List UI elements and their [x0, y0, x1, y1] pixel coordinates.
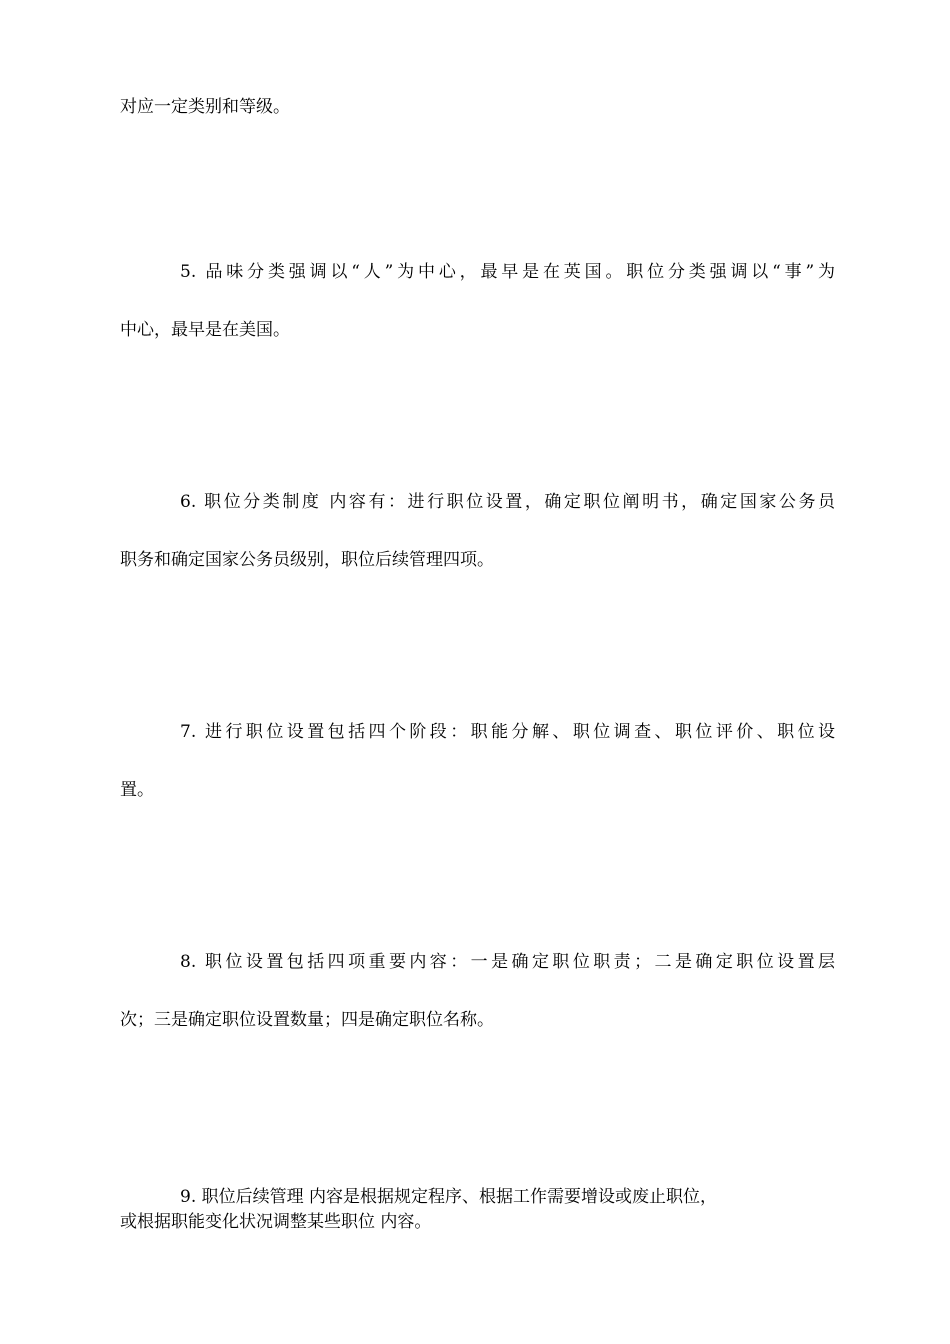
- paragraph-9-line-1: 9. 职位后续管理 内容是根据规定程序、根据工作需要增设或废止职位，: [180, 1187, 718, 1207]
- paragraph-7-line-1: 7. 进行职位设置包括四个阶段：职能分解、职位调查、职位评价、职位设: [180, 722, 835, 742]
- paragraph-4-tail: 对应一定类别和等级。: [120, 97, 290, 117]
- paragraph-9-line-2: 或根据职能变化状况调整某些职位 内容。: [120, 1212, 432, 1232]
- paragraph-7-line-2: 置。: [120, 780, 154, 800]
- paragraph-8-line-1: 8. 职位设置包括四项重要内容：一是确定职位职责；二是确定职位设置层: [180, 952, 835, 972]
- paragraph-6-line-2: 职务和确定国家公务员级别，职位后续管理四项。: [120, 550, 494, 570]
- paragraph-5-line-1: 5. 品味分类强调以“人”为中心，最早是在英国。职位分类强调以“事”为: [180, 262, 835, 282]
- paragraph-6-line-1: 6. 职位分类制度 内容有：进行职位设置，确定职位阐明书，确定国家公务员: [180, 492, 835, 512]
- paragraph-5-line-2: 中心，最早是在美国。: [120, 320, 290, 340]
- paragraph-8-line-2: 次；三是确定职位设置数量；四是确定职位名称。: [120, 1010, 494, 1030]
